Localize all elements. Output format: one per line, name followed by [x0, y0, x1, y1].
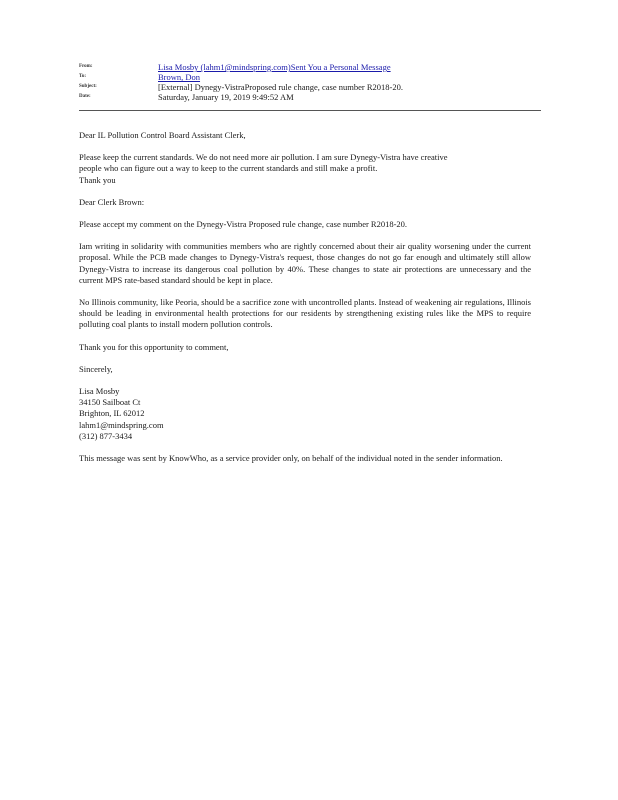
paragraph-1-line-2: people who can figure out a way to keep to the current standards and still make a profit.: [79, 163, 378, 174]
paragraph-2: Please accept my comment on the Dynegy-Vistra Proposed rule change, case number R2018-20.: [79, 219, 408, 230]
paragraph-1-line-1: Please keep the current standards. We do not need more air pollution. I am sure Dynegy-Vistra have creative: [79, 152, 448, 163]
signature-name: Lisa Mosby: [79, 386, 120, 397]
signature-phone: (312) 877-3434: [79, 430, 133, 441]
closing: Sincerely,: [79, 363, 113, 374]
subject-label: Subject:: [79, 84, 97, 89]
to-label: To:: [79, 74, 87, 79]
signature-email: lahm1@mindspring.com: [79, 419, 164, 430]
paragraph-1-line-3: Thank you: [79, 174, 116, 185]
paragraph-5: Thank you for this opportunity to comment,: [79, 341, 229, 352]
header-divider: [79, 110, 541, 111]
paragraph-1: [79, 152, 531, 186]
date-label: Date:: [79, 94, 91, 99]
date-value: Saturday, January 19, 2019 9:49:52 AM: [158, 92, 294, 102]
signature-block: [79, 386, 531, 442]
paragraph-3: Iam writing in solidarity with communities members who are rightly concerned about their air quality worsening under the current proposal. While the PCB made changes to Dynegy-Vistra's request, those changes do not go far enough and ultimately still allow Dynegy-Vistra to increase its dangerous coal pollution by 40%. These changes to state air protections are unnecessary and the current MPS rate-based standard should be kept in place.: [79, 241, 531, 285]
to-row: [79, 72, 539, 82]
to-link[interactable]: Brown, Don: [158, 72, 201, 82]
signature-city: Brighton, IL 62012: [79, 408, 145, 419]
greeting-2: Dear Clerk Brown:: [79, 196, 145, 207]
from-row: [79, 62, 539, 72]
email-header: [79, 62, 539, 102]
greeting-1: Dear IL Pollution Control Board Assistant Clerk,: [79, 130, 246, 140]
footer-notice: This message was sent by KnowWho, as a service provider only, on behalf of the individual noted in the sender information.: [79, 453, 503, 464]
date-row: [79, 92, 539, 102]
from-link[interactable]: Lisa Mosby (lahm1@mindspring.com)Sent You a Personal Message: [158, 62, 391, 72]
email-body: [79, 130, 531, 475]
signature-street: 34150 Sailboat Ct: [79, 397, 141, 408]
subject-row: [79, 82, 539, 92]
subject-value: [External] Dynegy-VistraProposed rule change, case number R2018-20.: [158, 82, 403, 92]
paragraph-4: No Illinois community, like Peoria, should be a sacrifice zone with uncontrolled plants. Instead of weakening air regulations, Illinois should be leading in environmental health protections for our residents by strengthening existing rules like the MPS to require polluting coal plants to install modern pollution controls.: [79, 297, 531, 330]
from-label: From:: [79, 64, 93, 69]
